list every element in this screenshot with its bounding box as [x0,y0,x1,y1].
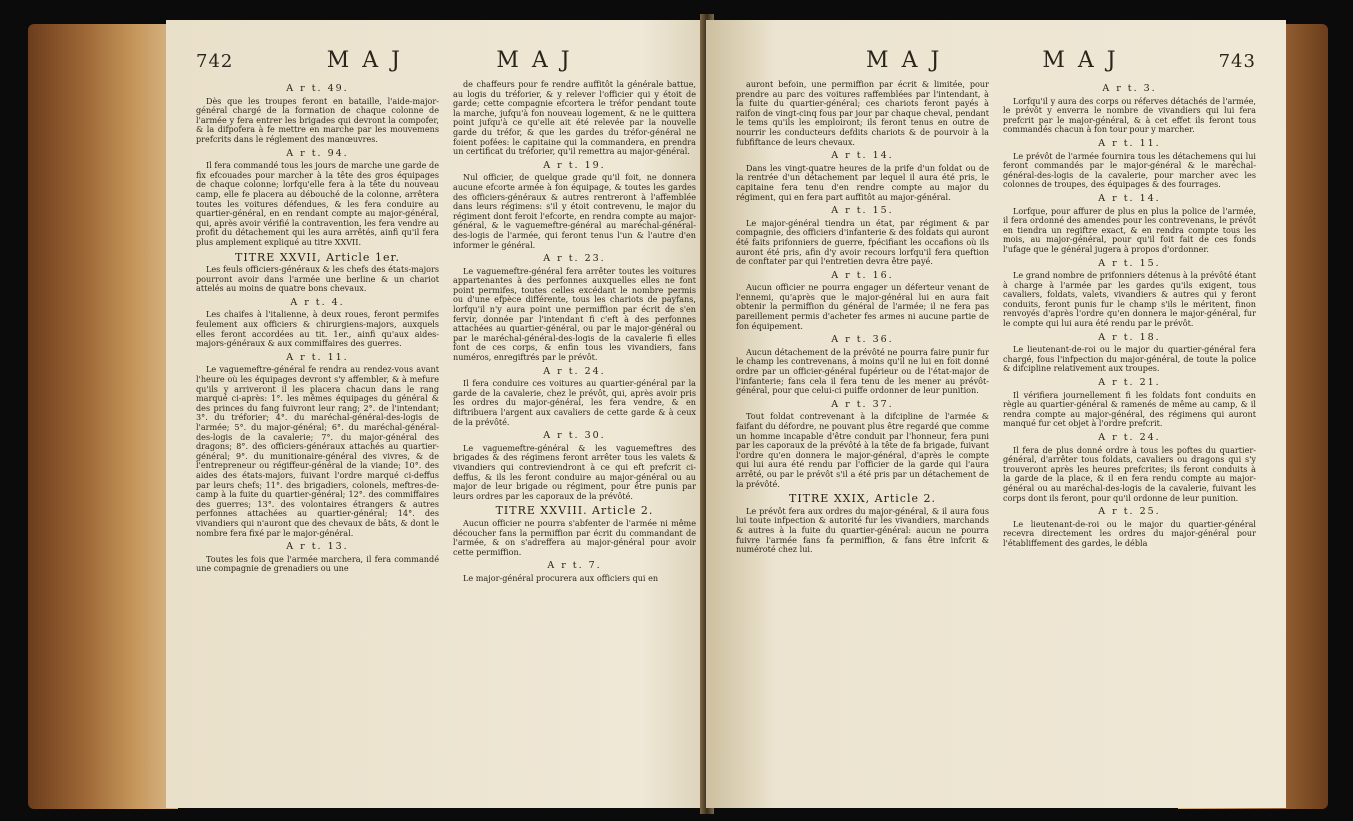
section-title: TITRE XXVIII. Article 2. [495,504,654,518]
left-page [166,20,726,808]
paragraph: Il fera de plus donné ordre à tous les poftes du quartier-général, d'arrêter tous foldats, cavaliers ou dragons qui s'y trouveront après les heures prefcrites; ils feront conduits à la garde de la place, & il en fera rendu compte au major-général ou au maréchal-des-logis de la cavalerie, fuivant les corps dont ils feront, pour qu'il ordonne de leur punition. [1003,444,1256,503]
paragraph: de chaffeurs pour fe rendre auffitôt la générale battue, au logis du tréforier, & y relever l'officier qui y étoit de garde; cette compagnie efcortera le tréfor pendant toute la marche, jufqu'à fon nouveau logement, & ne le quittera point jufqu'à ce qu'elle ait été relevée par la nouvelle garde du tréfor, & que les gardes du tréfor-général ne foient pofées: le capitaine qui la commandera, en prendra un certificat du tréforier, qu'il remettra au major-général. [453,79,696,157]
paragraph: Il vérifiera journellement fi les foldats font conduits en règle au quartier-général & ramenés de même au camp, & il rendra compte au major-général, des régimens qui auront manqué fur cet objet à l'ordre prefcrit. [1003,389,1256,429]
page-number: 742 [196,51,234,72]
text-column [196,80,439,587]
article-heading: A r t. 13. [286,541,349,553]
article-heading: A r t. 19. [543,159,606,171]
section-title: TITRE XXVII, Article 1er. [235,250,400,264]
article-heading: A r t. 36. [831,334,894,346]
article-heading: A r t. 3. [1102,83,1157,94]
article-heading: A r t. 94. [286,147,349,159]
paragraph: Aucun officier ne pourra s'abfenter de l'armée ni même découcher fans la permiffion par écrit du commandant de l'armée, & on s'adreffera au major-général pour avoir cette permiffion. [453,517,696,557]
article-heading: A r t. 15. [831,205,894,217]
paragraph: Il fera commandé tous les jours de marche une garde de fix efcouades pour marcher à la tête des gros équipages de chaque colonne; lorfqu'elle fera à la tête du nouveau camp, elle fe placera au débouché de la colonne, arrêtera toutes les voitures défendues, & les fera conduire au quartier-général, en en rendant compte au major-général, qui, après avoir vérifié la contravention, les fera vendre au profit du détachement qui les aura arrêtés, ainfi qu'il fera plus amplement expliqué au titre XXVII. [196,160,439,247]
article-heading: A r t. 24. [543,365,606,377]
left-page-edges [28,24,178,809]
article-heading: A r t. 16. [831,269,894,281]
paragraph: Lorfque, pour affurer de plus en plus la police de l'armée, il fera ordonné des amendes pour les contrevenans, le prévôt en tiendra un regiftre exact, & en rendra compte tous les mois, au major-général, pour qu'il foit fait de ces fonds l'ufage que le général jugera à propos d'ordonner. [1003,205,1256,254]
paragraph: Le prévôt fera aux ordres du major-général, & il aura fous lui toute infpection & autorité fur les vivandiers, marchands & autres à la fuite du quartier-général: aucun ne pourra fuivre l'armée fans fa permiffion, & fans être infcrit & numéroté chez lui. [736,505,989,555]
paragraph: Nul officier, de quelque grade qu'il foit, ne donnera aucune efcorte armée à fon équipage, & toutes les gardes des officiers-généraux & autres rentreront à l'affemblée dans leurs régimens: s'il y étoit contrevenu, le major du régiment dont feroit l'efcorte, en rendra compte au major-général, & le vaguemeftre-général au maréchal-général-des-logis de l'armée, qui feront tenus l'un & l'autre d'en informer le général. [453,172,696,250]
paragraph: Dans les vingt-quatre heures de la prife d'un foldat ou de la rentrée d'un détachement par lequel il aura été pris, le capitaine fera tenu d'en rendre compte au major du régiment, qui en fera part auffitôt au major-général. [736,162,989,202]
left-page-header [196,48,696,74]
paragraph: Il fera conduire ces voitures au quartier-général par la garde de la cavalerie, chez le prévôt, qui, après avoir pris les ordres du major-général, les fera vendre, & en diftribuera l'argent aux cavaliers de cette garde & à ceux de la prévôté. [453,378,696,427]
running-head: M A J [1042,48,1119,73]
text-column [736,80,989,558]
running-head: M A J [326,48,403,73]
paragraph: Toutes les fois que l'armée marchera, il fera commandé une compagnie de grenadiers ou une [196,553,439,574]
paragraph: Aucun officier ne pourra engager un déferteur venant de l'ennemi, qu'après que le major-général lui en aura fait obtenir la permiffion du général de l'armée; il ne fera pas pareillement permis d'acheter fes armes ni aucune partie de fon équipement. [736,282,989,331]
paragraph: Les chaifes à l'italienne, à deux roues, feront permifes feulement aux officiers & chirurgiens-majors, auxquels elles feront accordées au tit. 1er., ainfi qu'aux aides-majors-généraux & aux commiffaires des guerres. [196,309,439,349]
article-heading: A r t. 49. [286,83,349,94]
text-column [1003,80,1256,558]
running-head: M A J [866,48,943,73]
article-heading: A r t. 14. [831,150,894,162]
section-title: TITRE XXIX, Article 2. [789,492,936,506]
running-head: M A J [496,48,573,73]
page-number: 743 [1218,51,1256,72]
article-heading: A r t. 30. [543,430,606,442]
paragraph: Les feuls officiers-généraux & les chefs des états-majors pourront avoir dans l'armée une berline & un chariot attelés au moins de quatre bons chevaux. [196,264,439,294]
open-book [28,14,1328,814]
paragraph: Tout foldat contrevenant à la difcipline de l'armée & faifant du défordre, ne pouvant plus être regardé que comme un homme incapable d'être conduit par l'honneur, fera puni par les caporaux de la prévôté à la tête de fa brigade, fuivant l'ordre qu'en donnera le major-général, d'après le compte qui lui aura été rendu par l'officier de la garde qui l'aura arrêté, ou par le prévôt s'il a été pris par un détachement de la prévôté. [736,411,989,489]
article-heading: A r t. 37. [831,398,894,410]
paragraph: Le vaguemeftre-général fe rendra au rendez-vous avant l'heure où les équipages devront s'y affembler, & à mefure qu'ils y arriveront il les placera chacun dans le rang marqué ci-après: 1°. les mêmes équipages du général & des princes du fang fuivront leur rang; 2°. de l'intendant; 3°. du tréforier; 4°. du maréchal-général-des-logis de l'armée; 5°. du major-général; 6°. du maréchal-général-des-logis de la cavalerie; 7°. du major-général des dragons; 8°. des officiers-généraux attachés au quartier-général; 9°. du munitionaire-général des vivres, & de l'entrepreneur ou régiffeur-général de la viande; 10°. des aides des états-majors, fuivant l'ordre marqué ci-deffus par leurs chefs; 11°. des brigadiers, colonels, meftres-de-camp à la fuite du quartier-général; 12°. des commiffaires des guerres; 13°. des volontaires étrangers & autres perfonnes attachées au quartier-général; 14°. des vivandiers qui n'auront que des chevaux de bâts, & dont le nombre fera fixé par le major-général. [196,364,439,538]
paragraph: Le prévôt de l'armée fournira tous les détachemens qui lui feront commandés par le major-général & le maréchal-général-des-logis de la cavalerie, pour marcher avec les colonnes de troupes, des équipages & des fourrages. [1003,150,1256,190]
article-heading: A r t. 11. [1098,137,1161,149]
article-heading: A r t. 24. [1098,432,1161,443]
article-heading: A r t. 14. [1098,192,1161,204]
article-heading: A r t. 11. [286,351,349,363]
paragraph: Dès que les troupes feront en bataille, l'aide-major-général chargé de la formation de chaque colonne de l'armée y fera entrer les brigades qui devront la compofer, & la difpofera à fe mettre en marche par les mouvemens prefcrits dans le réglement des manœuvres. [196,95,439,144]
article-heading: A r t. 4. [290,296,345,308]
text-column [453,80,696,587]
paragraph: Le major-général procurera aux officiers qui en [463,572,659,583]
article-heading: A r t. 18. [1098,331,1161,343]
paragraph: Le vaguemeftre-général & les vaguemeftres des brigades & des régimens feront arrêter tous les valets & vivandiers qui contreviendront à ce qui eft prefcrit ci-deffus, & ils les feront conduire au major-général ou au major de leur brigade ou régiment, pour être punis par leurs ordres par les caporaux de la prévôté. [453,442,696,501]
paragraph: Le major-général tiendra un état, par régiment & par compagnie, des officiers d'infanterie & des foldats qui auront été faits prifonniers de guerre, fpécifiant les occafions où ils auront été pris, afin d'y avoir recours lorfqu'il fera queftion de conftater par qui l'entretien devra être payé. [736,217,989,267]
paragraph: Le lieutenant-de-roi ou le major du quartier-général recevra directement les ordres du major-général pour l'établiffement des gardes, le débla [1003,518,1256,548]
paragraph: Le lieutenant-de-roi ou le major du quartier-général fera chargé, fous l'infpection du major-général, de toute la police & difcipline relativement aux troupes. [1003,344,1256,374]
paragraph: Aucun détachement de la prévôté ne pourra faire punir fur le champ les contrevenans, à moins qu'il ne lui en foit donné ordre par un officier-général fupérieur ou de l'état-major de l'infanterie; fans cela il fera tenu de les mener au prévôt-général, pour que celui-ci puiffe ordonner de leur punition. [736,346,989,396]
right-page [706,20,1286,808]
article-heading: A r t. 7. [547,560,602,572]
article-heading: A r t. 23. [543,253,606,265]
article-heading: A r t. 21. [1098,377,1161,389]
article-heading: A r t. 15. [1098,257,1161,269]
paragraph: auront befoin, une permiffion par écrit & limitée, pour prendre au parc des voitures raffemblées par l'intendant, à la fuite du quartier-général; ces chariots feront payés à raifon de vingt-cinq fous par jour par chaque cheval, pendant le tems qu'ils les emploiront; ils feront tenus en outre de nourrir les conducteurs defdits chariots & de pourvoir à la fubfiftance de leurs chevaux. [736,79,989,147]
article-heading: A r t. 25. [1098,506,1161,518]
paragraph: Lorfqu'il y aura des corps ou réferves détachés de l'armée, le prévôt y enverra le nombre de vivandiers qui lui fera prefcrit par le major-général, & à cet effet ils feront tous commandés chacun à fon tour pour y marcher. [1003,95,1256,135]
right-page-header [736,48,1256,74]
paragraph: Le grand nombre de prifonniers détenus à la prévôté étant à charge à l'armée par les gardes qu'ils exigent, tous cavaliers, foldats, valets, vivandiers & autres qui y feront conduits, feront punis fur le champ s'ils le méritent, finon renvoyés d'après l'ordre qu'en donnera le major-général, fur le compte qui lui aura été rendu par le prévôt. [1003,270,1256,329]
paragraph: Le vaguemeftre-général fera arrêter toutes les voitures appartenantes à des perfonnes auxquelles elles ne font point permifes, toutes celles excédant le nombre permis ou d'une efpèce différente, tous les chariots de payfans, lorfqu'il n'y aura point une permiffion par écrit de s'en fervir, donnée par l'intendant fi c'eft à des perfonnes attachées au quartier-général, ou par le major-général ou par le maréchal-général-des-logis de la cavalerie fi elles font de ces corps, & enfin tous les vivandiers, fans numéros, enregiftrés par le prévôt. [453,265,696,363]
